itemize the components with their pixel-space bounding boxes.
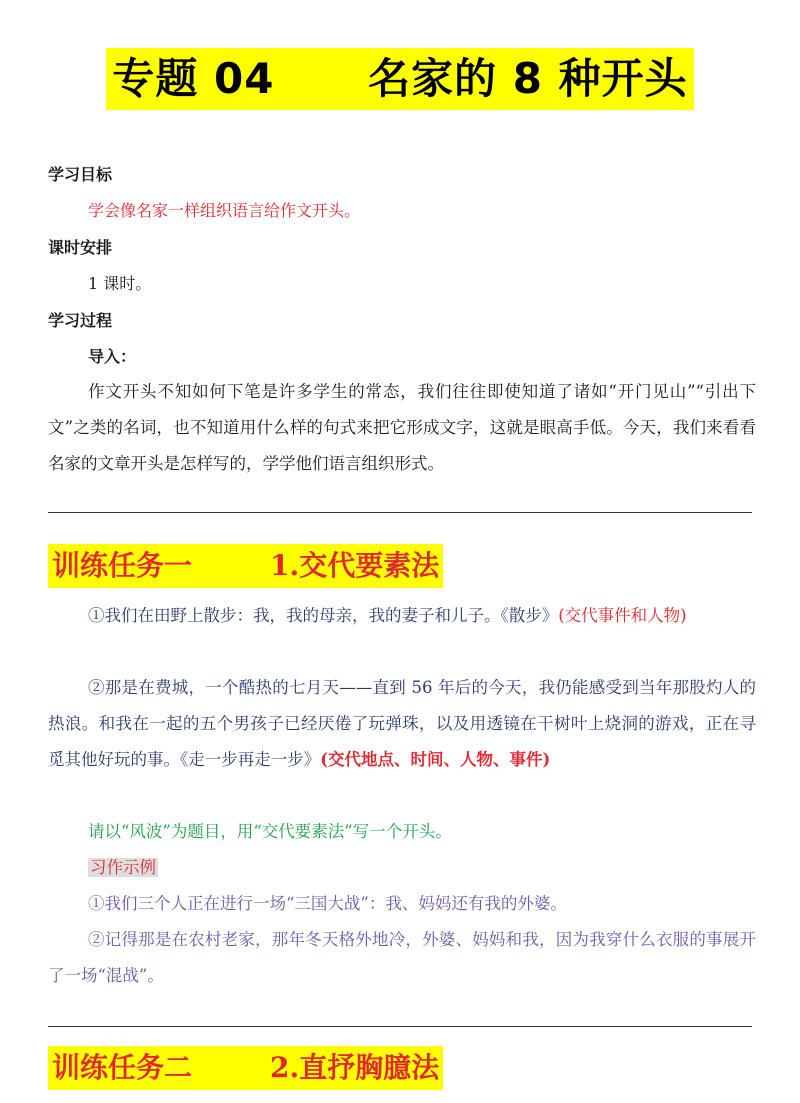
ex2-text: ②那是在费城，一个酷热的七月天——直到 56 年后的今天，我仍能感受到当年那股灼人的热浪。和我在一起的五个男孩子已经厌倦了玩弹珠，以及用透镜在干树叶上烧洞的游戏，正在寻觅其他好玩的事。《走一步再走一步》	[48, 678, 756, 769]
ex2-note: (交代地点、时间、人物、事件)	[320, 750, 551, 769]
task1-sample-1: ①我们三个人正在进行一场“三国大战”：我、妈妈还有我的外婆。	[88, 894, 567, 913]
goal-text: 学会像名家一样组织语言给作文开头。	[88, 201, 361, 220]
example-label: 习作示例	[90, 858, 156, 877]
task1-example-1	[48, 598, 756, 634]
task1-example-2	[48, 670, 756, 778]
page-title: 专题 04 名家的 8 种开头	[106, 48, 693, 110]
schedule-label: 课时安排	[48, 238, 113, 257]
intro-label: 导入：	[88, 347, 137, 366]
process-label: 学习过程	[48, 311, 113, 330]
task1-prompt: 请以“风波”为题目，用“交代要素法”写一个开头。	[88, 822, 452, 841]
ex1-note: (交代事件和人物)	[558, 606, 687, 625]
intro-paragraph: 作文开头不知如何下笔是许多学生的常态，我们往往即使知道了诸如“开门见山”“引出下文”之类的名词，也不知道用什么样的句式来把它形成文字，这就是眼高手低。今天，我们来看看名家的文章开头是怎样写的，学学他们语言组织形式。	[48, 382, 756, 473]
divider-2	[48, 1026, 752, 1027]
ex1-text: ①我们在田野上散步：我，我的母亲，我的妻子和儿子。《散步》	[88, 606, 559, 625]
divider-1	[48, 512, 752, 513]
task2-heading: 训练任务二 2.直抒胸臆法	[48, 1046, 443, 1090]
title-wrapper	[0, 48, 800, 110]
task1-sample-2: ②记得那是在农村老家，那年冬天格外地冷，外婆、妈妈和我，因为我穿什么衣服的事展开了一场“混战”。	[48, 930, 756, 985]
schedule-text: 1 课时。	[88, 274, 152, 293]
goal-label: 学习目标	[48, 165, 113, 184]
task1-heading: 训练任务一 1.交代要素法	[48, 544, 443, 588]
example-label-row	[48, 850, 756, 886]
